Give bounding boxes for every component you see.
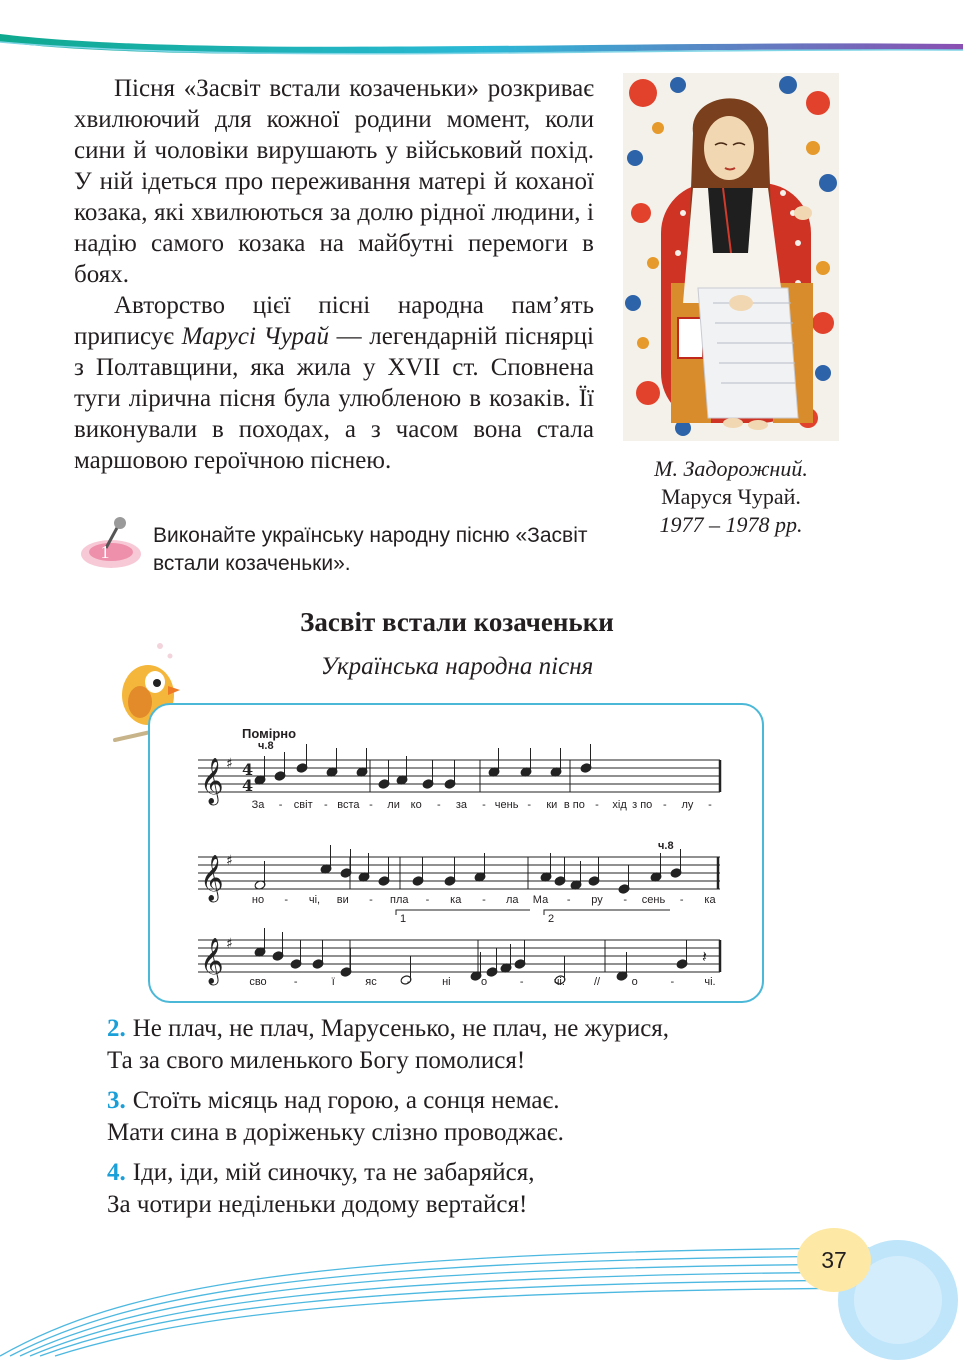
lyric-syllable: -: [566, 894, 571, 906]
sheet-music: [150, 705, 762, 1001]
intro-paragraph-2: Авторство цієї пісні народна пам’ять приписує Марусі Чурай — легендарній піснярці з Полтавщини, яка жила у XVII ст. Сповнена туги лірична пісня була улюбленою в козаків. Її виконували в походах, а з часом вона стала маршовою героїчною піснею.: [74, 292, 594, 474]
lyric-syllable: -: [369, 894, 373, 906]
verse-4: [107, 1157, 867, 1221]
caption-title: Маруся Чурай.: [661, 484, 801, 509]
tempo-marking: Помірно: [242, 726, 297, 741]
treble-clef: 𝄞: [200, 758, 224, 804]
maria-churai-name: Марусі Чурай: [181, 323, 330, 350]
lyric-syllable: ви: [336, 894, 349, 906]
lyric-syllable: -: [708, 799, 712, 811]
lyric-syllable: хід: [612, 799, 627, 811]
lyric-syllable: сень: [641, 894, 666, 906]
lyric-syllable: ла: [505, 894, 519, 906]
page-number: 37: [797, 1228, 871, 1292]
verse-line: Іди, іди, мій синочку, та не забаряйся,: [132, 1159, 535, 1186]
lyric-syllable: -: [406, 976, 411, 988]
lyric-syllable: вста: [337, 799, 360, 811]
lyric-syllable: -: [670, 976, 675, 988]
lyric-syllable: -: [623, 894, 628, 906]
intro-paragraph-1: Пісня «Засвіт встали козаченьки» розкриває хвилюючий для кожної родини момент, коли сини й чоловіки вирушають у військовий похід. У ній ідеться про переживання матері й коханої козака, які хвилюються за долю рідної людини, і надію самого козака на майбутні перемоги в боях.: [74, 75, 594, 288]
lyric-syllable: -: [595, 799, 599, 811]
verse-line: Стоїть місяць над горою, а сонця немає.: [132, 1087, 560, 1114]
staves: [198, 756, 720, 986]
verse-2: [107, 1013, 867, 1077]
lyric-syllable: о: [480, 976, 488, 988]
lyric-syllable: ні: [442, 976, 451, 988]
lyric-syllable: за: [455, 799, 467, 811]
lyric-syllable: ї: [331, 976, 335, 988]
top-decorative-band: [0, 0, 963, 70]
microphone-task-icon: [78, 514, 144, 570]
caption-author: М. Задорожний.: [654, 456, 808, 481]
lyric-syllable: ру: [591, 894, 603, 906]
lyric-syllable: -: [662, 799, 667, 811]
lyric-syllable: -: [482, 799, 486, 811]
task-number: 1: [100, 542, 110, 562]
task-instruction: Виконайте українську народну пісню «Засвіт встали козаченьки».: [153, 524, 588, 575]
volume-mark-2: ч.8: [658, 840, 674, 852]
verse-line: Мати сина в доріженьку слізно проводжає.: [107, 1119, 564, 1146]
lyric-syllable: -: [519, 976, 524, 988]
lyric-syllable: ли: [387, 799, 400, 811]
lyric-syllable: За: [251, 799, 265, 811]
lyric-syllable: -: [436, 799, 441, 811]
lyric-syllable: сво: [249, 976, 267, 988]
lyric-syllable: лу: [681, 799, 694, 811]
verse-line: За чотири неділеньки додому вертайся!: [107, 1191, 528, 1218]
lyric-syllable: -: [679, 894, 684, 906]
intro-text: [74, 73, 594, 476]
lyric-syllable: чі.: [553, 976, 565, 988]
lyric-syllable: -: [278, 799, 283, 811]
lyric-syllable: -: [369, 799, 373, 811]
volta-2-bracket: [544, 910, 670, 915]
lyric-syllable: -: [425, 894, 430, 906]
time-signature-bottom: 4: [242, 776, 254, 795]
lyric-syllable: ки: [546, 799, 558, 811]
key-signature-sharp: ♯: [226, 936, 233, 952]
time-signature-top: 4: [242, 760, 254, 779]
volta-1-bracket: [396, 910, 530, 915]
quarter-rest: 𝄽: [702, 947, 707, 966]
verse-line: Та за свого миленького Богу помолися!: [107, 1047, 526, 1074]
lyric-syllable: чі.: [704, 976, 716, 988]
lyric-syllable: Ма: [532, 894, 549, 906]
verse-number: 4.: [107, 1159, 126, 1186]
verse-number: 2.: [107, 1015, 126, 1042]
lyric-syllable: світ: [293, 799, 313, 811]
lyric-syllable: о: [631, 976, 638, 988]
verse-3: [107, 1085, 867, 1149]
verses: [107, 1013, 867, 1229]
lyric-syllable: -: [293, 976, 298, 988]
painting-marusia-churai: [623, 73, 839, 441]
lyric-syllable: з по: [632, 799, 653, 811]
treble-clef: 𝄞: [200, 855, 224, 901]
lyric-syllable: ко: [410, 799, 422, 811]
lyric-syllable: -: [527, 799, 532, 811]
volta-1-label: 1: [400, 913, 407, 925]
lyric-syllable: чі,: [308, 894, 321, 906]
key-signature-sharp: ♯: [226, 853, 233, 869]
lyric-syllable: ка: [704, 894, 716, 906]
key-signature-sharp: ♯: [226, 756, 233, 772]
lyric-syllable: -: [284, 894, 289, 906]
lyric-syllable: яс: [365, 976, 377, 988]
lyric-syllable: //: [593, 976, 601, 988]
treble-clef: 𝄞: [200, 938, 224, 984]
lyric-syllable: ка: [450, 894, 462, 906]
painting-caption: [623, 455, 839, 539]
lyric-syllable: -: [482, 894, 486, 906]
caption-years: 1977 – 1978 рр.: [659, 512, 803, 537]
volta-2-label: 2: [548, 913, 555, 925]
verse-number: 3.: [107, 1087, 126, 1114]
lyric-syllable: но: [251, 894, 265, 906]
song-subtitle: Українська народна пісня: [320, 653, 594, 680]
song-title: Засвіт встали козаченьки: [300, 607, 614, 637]
volume-mark-1: ч.8: [258, 740, 274, 752]
lyric-syllable: в по: [563, 799, 585, 811]
lyric-syllable: пла: [390, 894, 409, 906]
lyric-syllable: чень: [494, 799, 519, 811]
verse-line: Не плач, не плач, Марусенько, не плач, не журися,: [132, 1015, 670, 1042]
lyric-syllable: -: [323, 799, 328, 811]
